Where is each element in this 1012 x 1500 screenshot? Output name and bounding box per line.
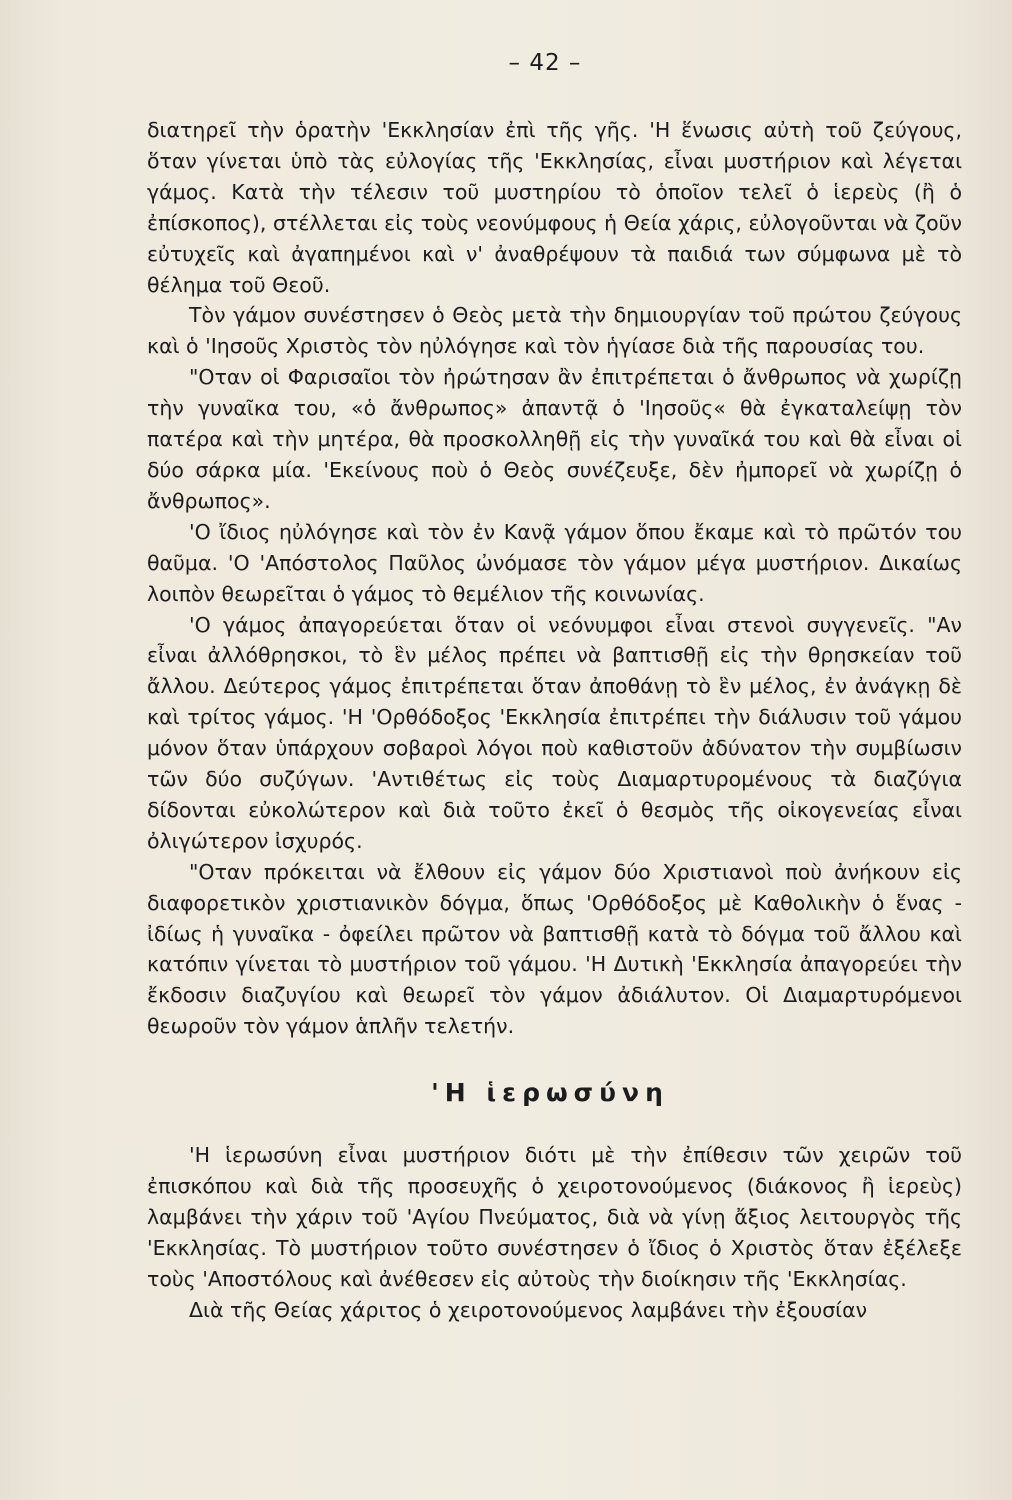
paragraph: "Οταν πρόκειται νὰ ἔλθουν εἰς γάμον δύο Χριστιανοὶ ποὺ ἀνήκουν εἰς διαφορετικὸν χριστιανικὸν δόγμα, ὅπως 'Ορθόδοξος μὲ Καθολικὴν ὁ ἕνας - ἰδίως ἡ γυναῖκα - ὀφείλει πρῶτον νὰ βαπτισθῇ κατὰ τὸ δόγμα τοῦ ἄλλου καὶ κατόπιν γίνεται τὸ μυστήριον τοῦ γάμου. 'Η Δυτικὴ 'Εκκλησία ἀπαγορεύει τὴν ἔκδοσιν διαζυγίου καὶ θεωρεῖ τὸν γάμον ἀδιάλυτον. Οἱ Διαμαρτυρόμενοι θεωροῦν τὸν γάμον ἁπλῆν τελετήν.	[147, 859, 962, 1039]
paragraph: Διὰ τῆς Θείας χάριτος ὁ χειροτονούμενος λαμβάνει τὴν ἐξουσίαν	[189, 1297, 868, 1322]
paragraph: 'Η ἱερωσύνη εἶναι μυστήριον διότι μὲ τὴν ἐπίθεσιν τῶν χειρῶν τοῦ ἐπισκόπου καὶ διὰ τῆς προσευχῆς ὁ χειροτονούμενος (διάκονος ἢ ἱερεὺς) λαμβάνει τὴν χάριν τοῦ 'Αγίου Πνεύματος, διὰ νὰ γίνῃ ἄξιος λειτουργὸς τῆς 'Εκκλησίας. Τὸ μυστήριον τοῦτο συνέστησεν ὁ ἴδιος ὁ Χριστὸς ὅταν ἐξέλεξε τοὺς 'Αποστόλους καὶ ἀνέθεσεν εἰς αὐτοὺς τὴν διοίκησιν τῆς 'Εκκλησίας.	[147, 1143, 962, 1291]
paragraph: 'Ο ἴδιος ηὐλόγησε καὶ τὸν ἐν Κανᾷ γάμον ὅπου ἔκαμε καὶ τὸ πρῶτόν του θαῦμα. 'Ο 'Απόστολος Παῦλος ὠνόμασε τὸν γάμον μέγα μυστήριον. Δικαίως λοιπὸν θεωρεῖται ὁ γάμος τὸ θεμέλιον τῆς κοινωνίας.	[147, 519, 962, 606]
body-text	[147, 115, 962, 1042]
paragraph: "Οταν οἱ Φαρισαῖοι τὸν ἠρώτησαν ἂν ἐπιτρέπεται ὁ ἄνθρωπος νὰ χωρίζῃ τὴν γυναῖκα του, «ὁ ἄνθρωπος» ἀπαντᾷ ὁ 'Ιησοῦς« θὰ ἐγκαταλείψῃ τὸν πατέρα καὶ τὴν μητέρα, θὰ προσκολληθῇ εἰς τὴν γυναῖκά του καὶ θὰ εἶναι οἱ δύο σάρκα μία. 'Εκείνους ποὺ ὁ Θεὸς συνέζευξε, δὲν ἠμπορεῖ νὰ χωρίζῃ ὁ ἄνθρωπος».	[147, 365, 962, 513]
paragraph: 'Ο γάμος ἀπαγορεύεται ὅταν οἱ νεόνυμφοι εἶναι στενοὶ συγγενεῖς. "Αν εἶναι ἀλλόθρησκοι, τὸ ἓν μέλος πρέπει νὰ βαπτισθῇ εἰς τὴν θρησκείαν τοῦ ἄλλου. Δεύτερος γάμος ἐπιτρέπεται ὅταν ἀποθάνῃ τὸ ἓν μέλος, ἐν ἀνάγκῃ δὲ καὶ τρίτος γάμος. 'Η 'Ορθόδοξος 'Εκκλησία ἐπιτρέπει τὴν διάλυσιν τοῦ γάμου μόνον ὅταν ὑπάρχουν σοβαροὶ λόγοι ποὺ καθιστοῦν ἀδύνατον τὴν συμβίωσιν τῶν δύο συζύγων. 'Αντιθέτως εἰς τοὺς Διαμαρτυρομένους τὰ διαζύγια δίδονται εὐκολώτερον καὶ διὰ τοῦτο ἐκεῖ ὁ θεσμὸς τῆς οἰκογενείας εἶναι ὀλιγώτερον ἰσχυρός.	[147, 612, 962, 853]
paragraph: διατηρεῖ τὴν ὁρατὴν 'Εκκλησίαν ἐπὶ τῆς γῆς. 'Η ἕνωσις αὐτὴ τοῦ ζεύγους, ὅταν γίνεται ὑπὸ τὰς εὐλογίας τῆς 'Εκκλησίας, εἶναι μυστήριον καὶ λέγεται γάμος. Κατὰ τὴν τέλεσιν τοῦ μυστηρίου τὸ ὁποῖον τελεῖ ὁ ἱερεὺς (ἢ ὁ ἐπίσκοπος), στέλλεται εἰς τοὺς νεονύμφους ἡ Θεία χάρις, εὐλογοῦνται νὰ ζοῦν εὐτυχεῖς καὶ ἀγαπημένοι καὶ ν' ἀναθρέψουν τὰ παιδιά των σύμφωνα μὲ τὸ θέλημα τοῦ Θεοῦ.	[147, 118, 962, 297]
section-body-text	[147, 1140, 962, 1325]
page-number: – 42 –	[508, 50, 582, 76]
paragraph: Τὸν γάμον συνέστησεν ὁ Θεὸς μετὰ τὴν δημιουργίαν τοῦ πρώτου ζεύγους καὶ ὁ 'Ιησοῦς Χριστὸς τὸν ηὐλόγησε καὶ τὸν ἡγίασε διὰ τῆς παρουσίας του.	[147, 303, 962, 359]
section-heading: 'Η ἱερωσύνη	[431, 1078, 669, 1107]
